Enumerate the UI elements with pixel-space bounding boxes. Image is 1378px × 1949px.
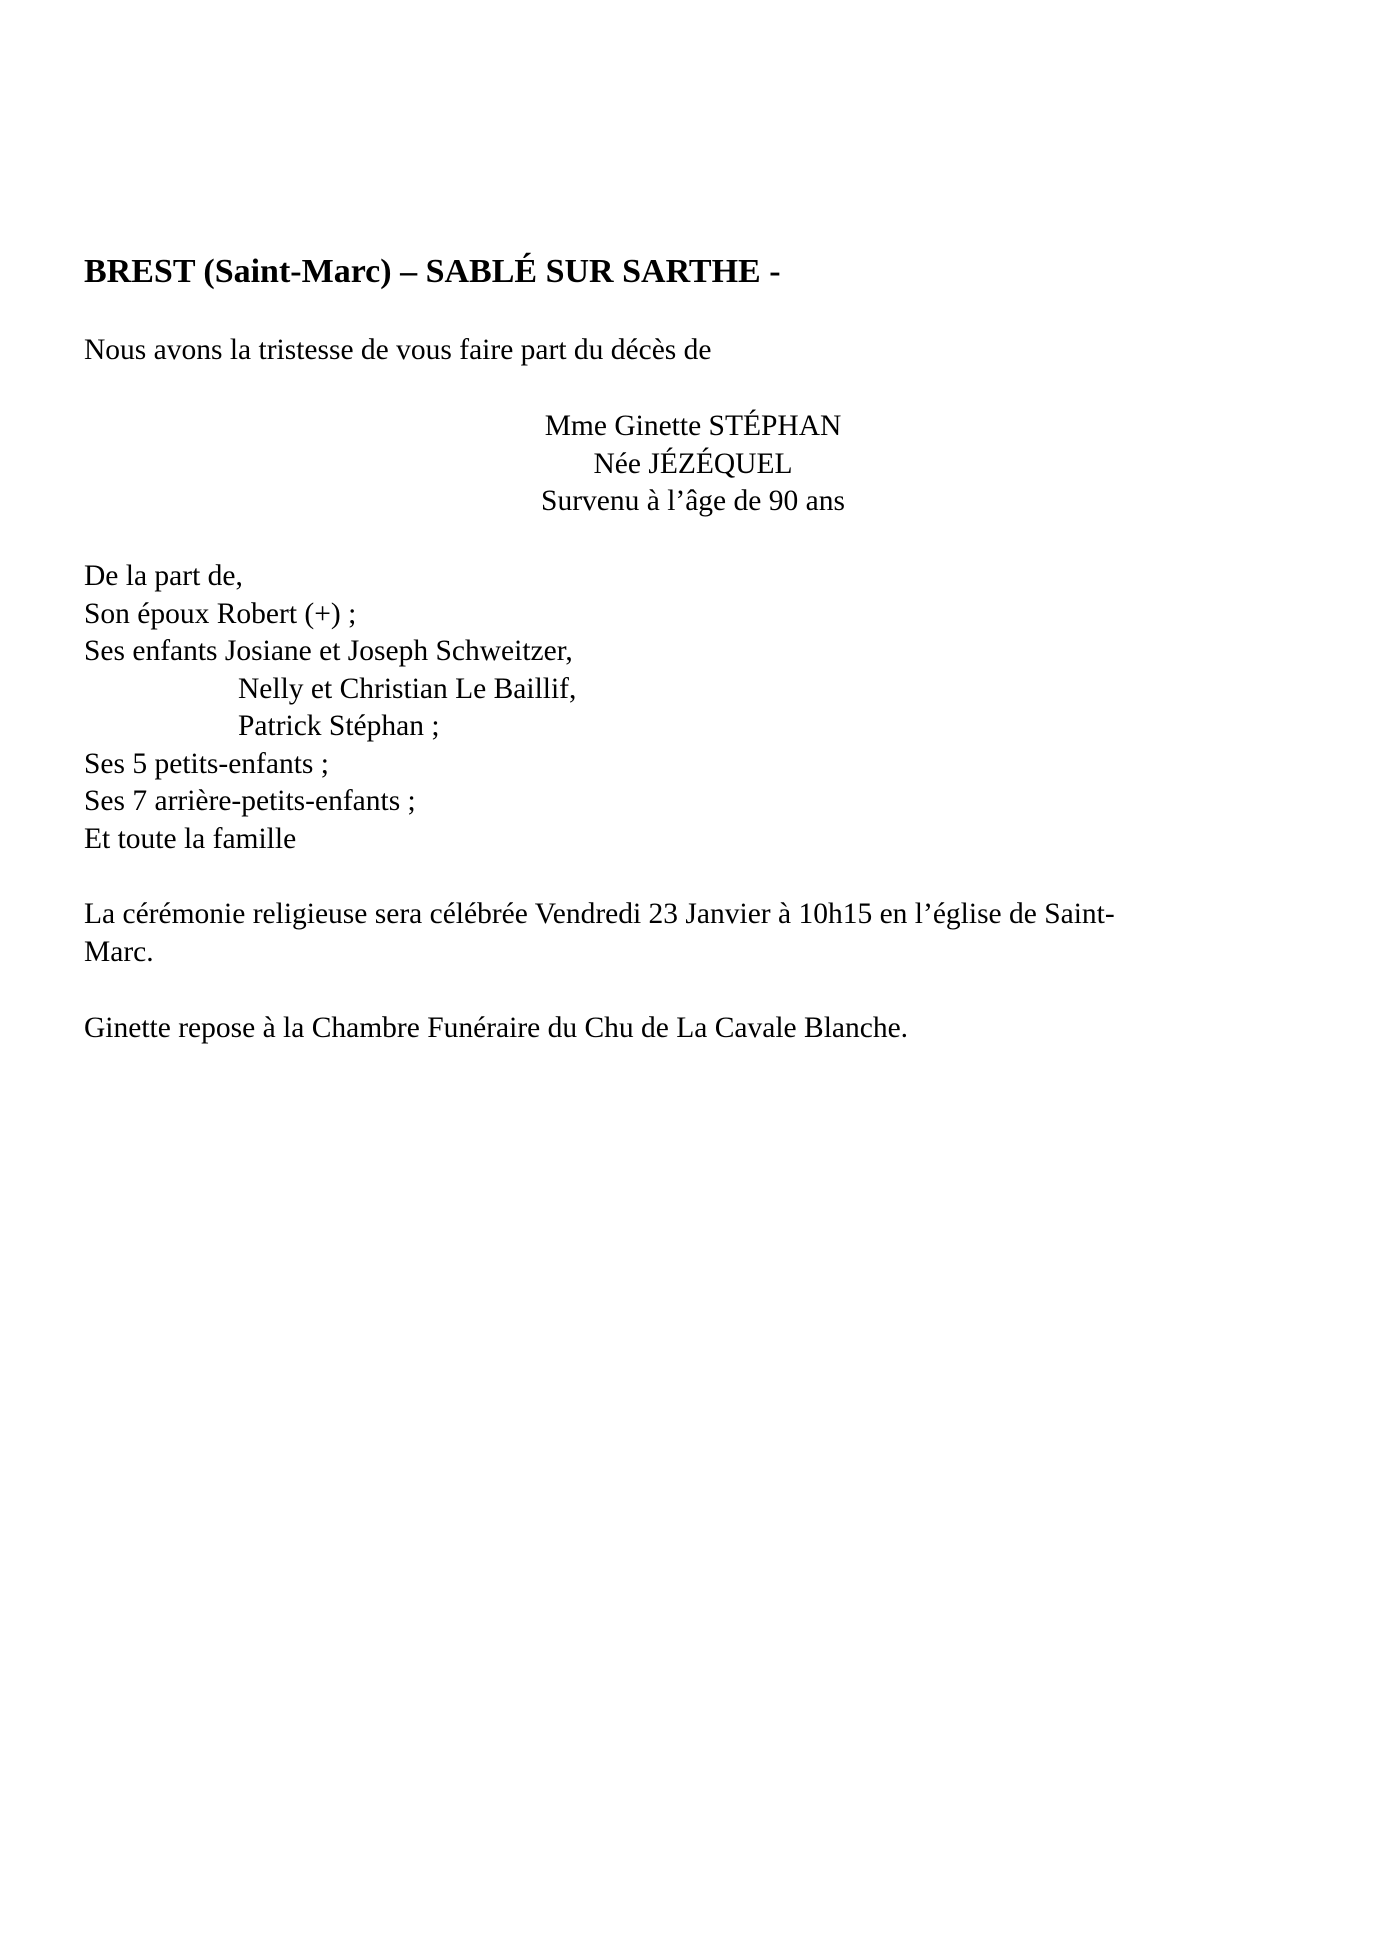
family-closing: Et toute la famille <box>84 822 297 855</box>
rest-location: Ginette repose à la Chambre Funéraire du Chu de La Cavale Blanche. <box>84 1012 909 1044</box>
family-spouse: Son époux Robert (+) ; <box>84 597 357 630</box>
family-children: Ses enfants Josiane et Joseph Schweitzer, <box>84 635 573 667</box>
deceased-age: Survenu à l’âge de 90 ans <box>541 485 845 517</box>
family-block <box>84 558 576 858</box>
ceremony-line: Marc. <box>84 935 154 968</box>
notice-title: BREST (Saint-Marc) – SABLÉ SUR SARTHE - <box>84 253 781 290</box>
intro-text: Nous avons la tristesse de vous faire part du décès de <box>84 334 712 366</box>
family-children-continued: Nelly et Christian Le Baillif, <box>238 672 577 705</box>
ceremony-paragraph <box>84 896 1244 971</box>
family-great-grandchildren: Ses 7 arrière-petits-enfants ; <box>84 785 416 817</box>
ceremony-line: La cérémonie religieuse sera célébrée Vendredi 23 Janvier à 10h15 en l’église de Saint- <box>84 898 1115 930</box>
deceased-block <box>0 408 1378 521</box>
family-grandchildren: Ses 5 petits-enfants ; <box>84 747 329 780</box>
family-heading: De la part de, <box>84 560 243 592</box>
family-children-continued: Patrick Stéphan ; <box>238 710 440 742</box>
deceased-maiden-name: Née JÉZÉQUEL <box>593 447 793 480</box>
deceased-name: Mme Ginette STÉPHAN <box>544 410 842 442</box>
